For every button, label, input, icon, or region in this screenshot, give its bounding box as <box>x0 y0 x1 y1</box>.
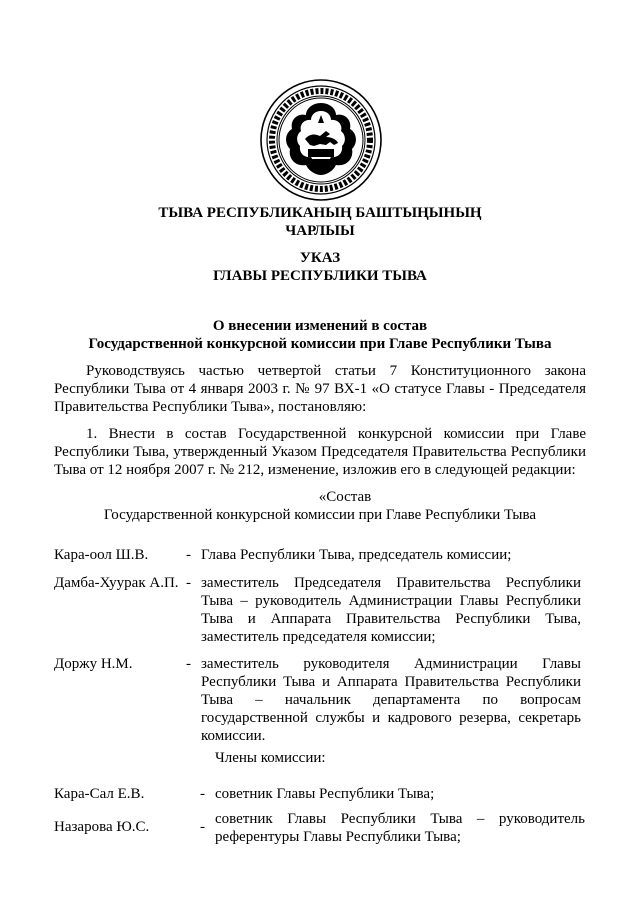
tuvan-title-line2: ЧАРЛЫЫ <box>285 223 355 239</box>
member-dash: - <box>200 819 205 835</box>
member-description-line: заместитель председателя комиссии; <box>201 629 436 645</box>
member-description-line: Республики Тыва и Аппарата Правительства Республики <box>201 674 581 690</box>
member-description <box>201 546 581 564</box>
member-description-line: советник Главы Республики Тыва – руководитель <box>215 811 585 827</box>
composition-title-line2: Государственной конкурсной комиссии при Главе Республики Тыва <box>103 507 537 523</box>
decree-title-line1: УКАЗ <box>299 250 341 266</box>
preamble-line: Руководствуясь частью четвертой статьи 7 Конституционного закона <box>86 363 586 379</box>
member-name: Кара-оол Ш.В. <box>54 547 149 563</box>
member-description <box>201 655 581 745</box>
member-dash: - <box>186 656 191 672</box>
member-dash: - <box>186 575 191 591</box>
item-1-line: Тыва от 12 ноября 2007 г. № 212, изменение, изложив его в следующей редакции: <box>54 462 576 478</box>
member-description <box>215 810 585 846</box>
subject-line1: О внесении изменений в состав <box>212 318 428 334</box>
member-description <box>215 785 585 803</box>
member-name: Дамба-Хуурак А.П. <box>54 575 179 591</box>
item-1-line: Республики Тыва, утвержденный Указом Председателя Правительства Республики <box>54 444 586 460</box>
member-dash: - <box>186 547 191 563</box>
member-description <box>201 574 581 646</box>
tuvan-title-line1: ТЫВА РЕСПУБЛИКАНЫҢ БАШТЫҢЫНЫҢ <box>158 205 482 221</box>
preamble-line: Республики Тыва от 4 января 2003 г. № 97 ВХ-1 «О статусе Главы - Председателя <box>54 381 586 397</box>
member-description-line: Глава Республики Тыва, председатель комиссии; <box>201 547 512 563</box>
item-1-line: 1. Внести в состав Государственной конкурсной комиссии при Главе <box>86 426 586 442</box>
subject-line2: Государственной конкурсной комиссии при Главе Республики Тыва <box>88 336 552 352</box>
preamble-line: Правительства Республики Тыва», постановляю: <box>54 399 367 415</box>
member-name: Назарова Ю.С. <box>54 819 150 835</box>
member-description-line: референтуры Главы Республики Тыва; <box>215 829 461 845</box>
composition-title-line1: «Состав <box>318 489 372 505</box>
member-description-line: государственной службы и кадрового резерва, секретарь <box>201 710 581 726</box>
member-description-line: Тыва – начальник департамента по вопросам <box>201 692 581 708</box>
state-emblem <box>260 79 382 201</box>
decree-title-line2: ГЛАВЫ РЕСПУБЛИКИ ТЫВА <box>213 268 427 284</box>
member-description-line: советник Главы Республики Тыва; <box>215 786 435 802</box>
member-description-line: Тыва и Аппарата Правительства Республики Тыва, <box>201 611 581 627</box>
members-heading: Члены комиссии: <box>215 750 326 766</box>
member-description-line: комиссии. <box>201 728 266 744</box>
member-name: Доржу Н.М. <box>54 656 133 672</box>
member-description-line: заместитель Председателя Правительства Республики <box>201 575 581 591</box>
item-1-paragraph <box>54 425 586 479</box>
member-name: Кара-Сал Е.В. <box>54 786 145 802</box>
member-description-line: Тыва – руководитель Администрации Главы Республики <box>201 593 581 609</box>
preamble-paragraph <box>54 362 586 416</box>
member-description-line: заместитель руководителя Администрации Главы <box>201 656 581 672</box>
member-dash: - <box>200 786 205 802</box>
